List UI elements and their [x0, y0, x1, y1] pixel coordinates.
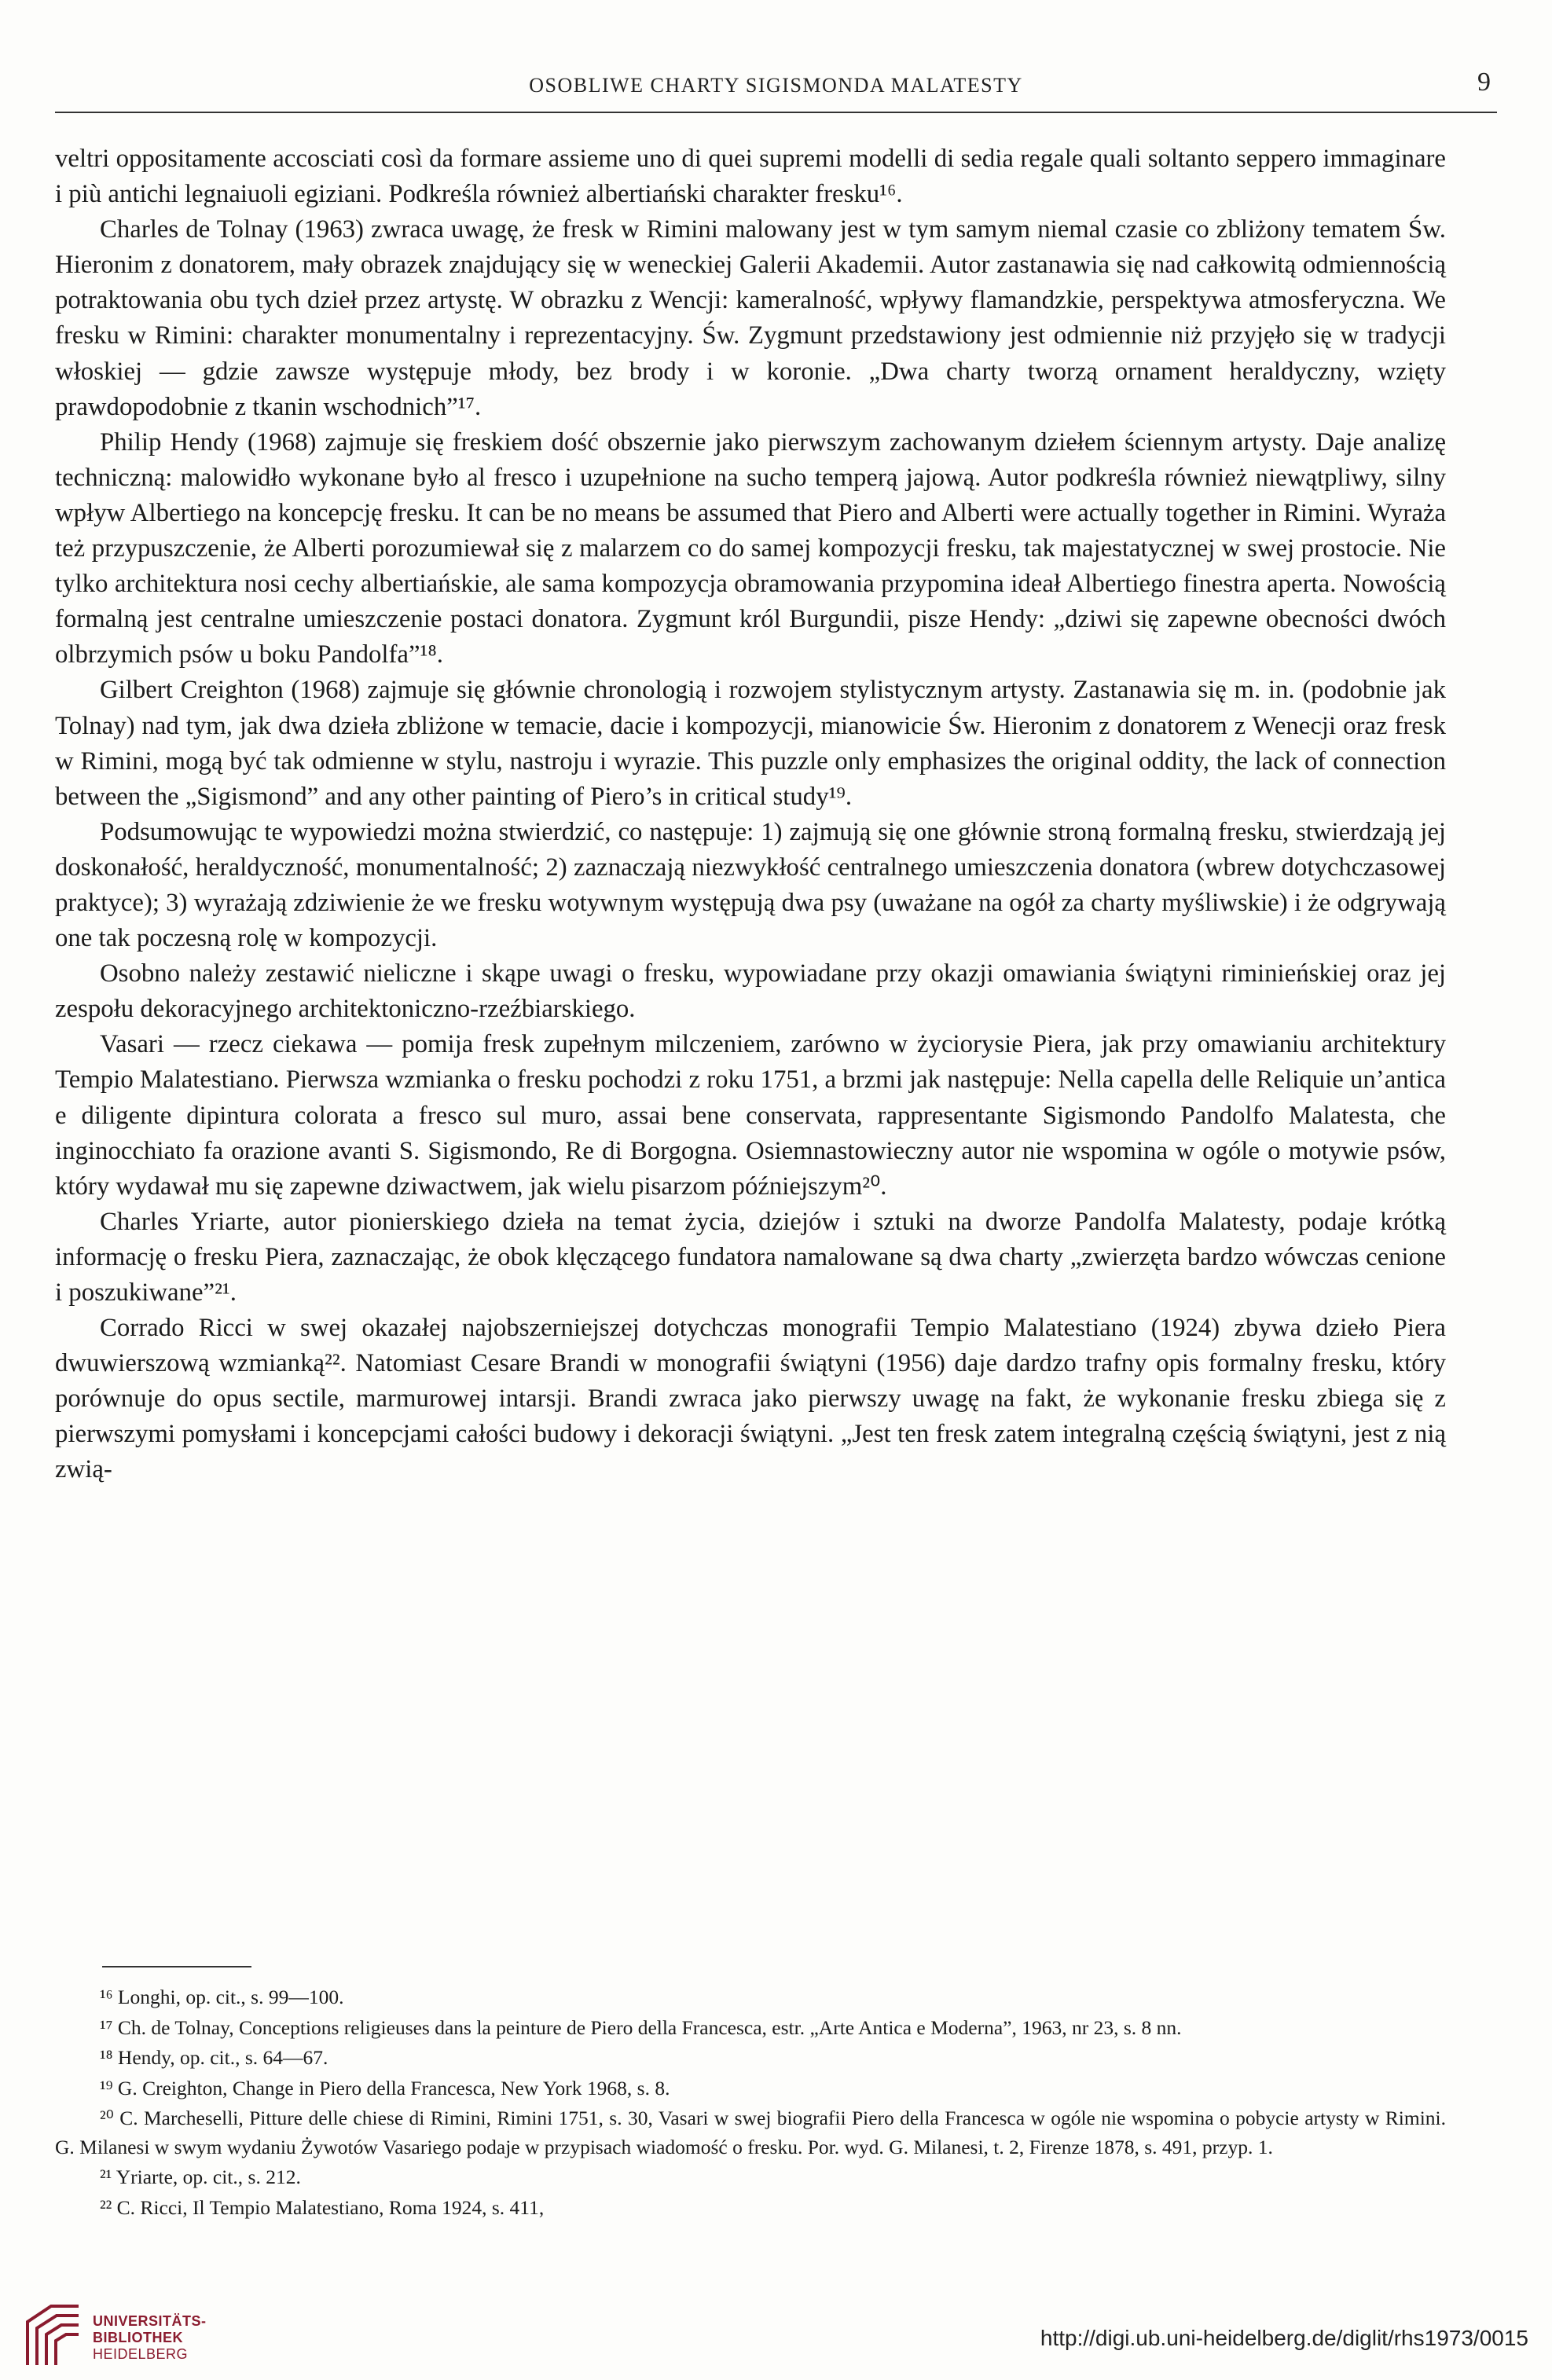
footnote: ²¹ Yriarte, op. cit., s. 212. — [100, 2165, 301, 2188]
page-header — [55, 64, 1497, 113]
page-number: 9 — [1477, 68, 1491, 97]
paragraph: Osobno należy zestawić nieliczne i skąpe uwagi o fresku, wypowiadane przy okazji omawiania świątyni riminieńskiej oraz jej zespołu dekoracyjnego architektoniczno-rzeźbiarskiego. — [55, 959, 1446, 1024]
footnote: ²² C. Ricci, Il Tempio Malatestiano, Roma 1924, s. 411, — [100, 2195, 545, 2219]
library-name-line: HEIDELBERG — [93, 2346, 189, 2362]
paragraph: Corrado Ricci w swej okazałej najobszerniejszej dotychczas monografii Tempio Malatestiano (1924) zbywa dzieło Piera dwuwierszową wzmianką²². Natomiast Cesare Brandi w monografii świątyni (1956) daje dardzo trafny opis formalny fresku, który porównuje do opus sectile, marmurowej intarsji. Brandi zwraca jako pierwszy uwagę na fakt, że wykonanie fresku zbiega się z pierwszymi pomysłami i koncepcjami całości budowy i dekoracji świątyni. „Jest ten fresk zatem integralną częścią świątyni, jest z nią zwią- — [55, 1314, 1446, 1484]
footnote: ¹⁷ Ch. de Tolnay, Conceptions religieuses dans la peinture de Piero della Francesca, estr. „Arte Antica e Moderna”, 1963, nr 23, s. 8 nn. — [100, 2015, 1182, 2039]
paragraph: Vasari — rzecz ciekawa — pomija fresk zupełnym milczeniem, zarówno w życiorysie Piera, jak przy omawianiu architektury Tempio Malatestiano. Pierwsza wzmianka o fresku pochodzi z roku 1751, a brzmi jak następuje: Nella capella delle Reliquie un’antica e diligente dipintura colorata a fresco sul muro, assai bene conservata, rappresentante Sigismondo Pandolfo Malatesta, che inginocchiato fa orazione avanti S. Sigismondo, Re di Borgogna. Osiemnastowieczny autor nie wspomina w ogóle o motywie psów, który wydawał mu się zapewne dziwactwem, jak wielu pisarzom późniejszym²⁰. — [55, 1030, 1446, 1201]
library-name-line: BIBLIOTHEK — [93, 2330, 183, 2345]
paragraph: veltri oppositamente accosciati così da formare assieme uno di quei supremi modelli di sedia regale quali soltanto seppero immaginare i più antichi legnaiuoli egiziani. Podkreśla również albertiański charakter fresku¹⁶. — [55, 145, 1446, 209]
footnote: ¹⁸ Hendy, op. cit., s. 64—67. — [100, 2046, 328, 2069]
library-name — [93, 2313, 207, 2363]
paragraph: Charles Yriarte, autor pionierskiego dzieła na temat życia, dziejów i sztuki na dworze Pandolfa Malatesty, podaje krótką informację o fresku Piera, zaznaczając, że obok klęczącego fundatora namalowane są dwa charty „zwierzęta bardzo wówczas cenione i poszukiwane”²¹. — [55, 1207, 1446, 1307]
running-title: OSOBLIWE CHARTY SIGISMONDA MALATESTY — [529, 74, 1023, 97]
footnote-divider — [102, 1966, 251, 1967]
paragraph: Philip Hendy (1968) zajmuje się freskiem dość obszernie jako pierwszym zachowanym dziełem ściennym artysty. Daje analizę techniczną: malowidło wykonane było al fresco i uzupełnione na sucho temperą jajową. Autor podkreśla również niewątpliwy, silny wpływ Albertiego na koncepcję fresku. It can be no means be assumed that Piero and Alberti were actually together in Rimini. Wyraża też przypuszczenie, że Alberti porozumiewał się z malarzem co do samej kompozycji fresku, tak majestatycznej w swej prostocie. Nie tylko architektura nosi cechy albertiańskie, ale sama kompozycja obramowania przypomina ideał Albertiego finestra aperta. Nowością formalną jest centralne umieszczenie postaci donatora. Zygmunt król Burgundii, pisze Hendy: „dziwi się zapewne obecności dwóch olbrzymich psów u boku Pandolfa”¹⁸. — [55, 427, 1446, 669]
library-name-line: UNIVERSITÄTS- — [93, 2313, 207, 2329]
paragraph: Charles de Tolnay (1963) zwraca uwagę, że fresk w Rimini malowany jest w tym samym niemal czasie co zbliżony tematem Św. Hieronim z donatorem, mały obrazek znajdujący się w weneckiej Galerii Akademii. Autor zastanawia się nad całkowitą odmiennością potraktowania obu tych dzieł przez artystę. W obrazku z Wencji: kameralność, wpływy flamandzkie, perspektywa atmosferyczna. We fresku w Rimini: charakter monumentalny i reprezentacyjny. Św. Zygmunt przedstawiony jest odmiennie niż przyjęło się w tradycji włoskiej — gdzie zawsze występuje młody, bez brody i w koronie. „Dwa charty tworzą ornament heraldyczny, wzięty prawdopodobnie z tkanin wschodnich”¹⁷. — [55, 215, 1446, 421]
footnotes — [55, 1983, 1446, 2224]
source-url-link[interactable]: http://digi.ub.uni-heidelberg.de/diglit/rhs1973/0015 — [1040, 2326, 1528, 2350]
footnote: ¹⁹ G. Creighton, Change in Piero della Francesca, New York 1968, s. 8. — [100, 2076, 670, 2099]
main-text — [55, 141, 1446, 1488]
footnote: ¹⁶ Longhi, op. cit., s. 99—100. — [100, 1986, 344, 2008]
university-library-logo-icon — [16, 2298, 90, 2369]
paragraph: Gilbert Creighton (1968) zajmuje się głównie chronologią i rozwojem stylistycznym artysty. Zastanawia się m. in. (podobnie jak Tolnay) nad tym, jak dwa dzieła zbliżone w temacie, dacie i kompozycji, mianowicie Św. Hieronim z donatorem z Wenecji oraz fresk w Rimini, mogą być tak odmienne w stylu, nastroju i wyrazie. This puzzle only emphasizes the original oddity, the lack of connection between the „Sigismond” and any other painting of Piero’s in critical study¹⁹. — [55, 676, 1446, 811]
footnote: ²⁰ C. Marcheselli, Pitture delle chiese di Rimini, Rimini 1751, s. 30, Vasari w swej biografii Piero della Francesca w ogóle nie wspomina o pobycie artysty w Rimini. G. Milanesi w swym wydaniu Żywotów Vasariego podaje w przypisach wiadomość o fresku. Por. wyd. G. Milanesi, t. 2, Firenze 1878, s. 491, przyp. 1. — [55, 2107, 1446, 2158]
paragraph: Podsumowując te wypowiedzi można stwierdzić, co następuje: 1) zajmują się one głównie stroną formalną fresku, stwierdzają jej doskonałość, heraldyczność, monumentalność; 2) zaznaczają niezwykłość centralnego umieszczenia donatora (wbrew dotychczasowej praktyce); 3) wyrażają zdziwienie że we fresku wotywnym występują dwa psy (uważane na ogół za charty myśliwskie) i że odgrywają one tak poczesną rolę w kompozycji. — [55, 817, 1446, 953]
